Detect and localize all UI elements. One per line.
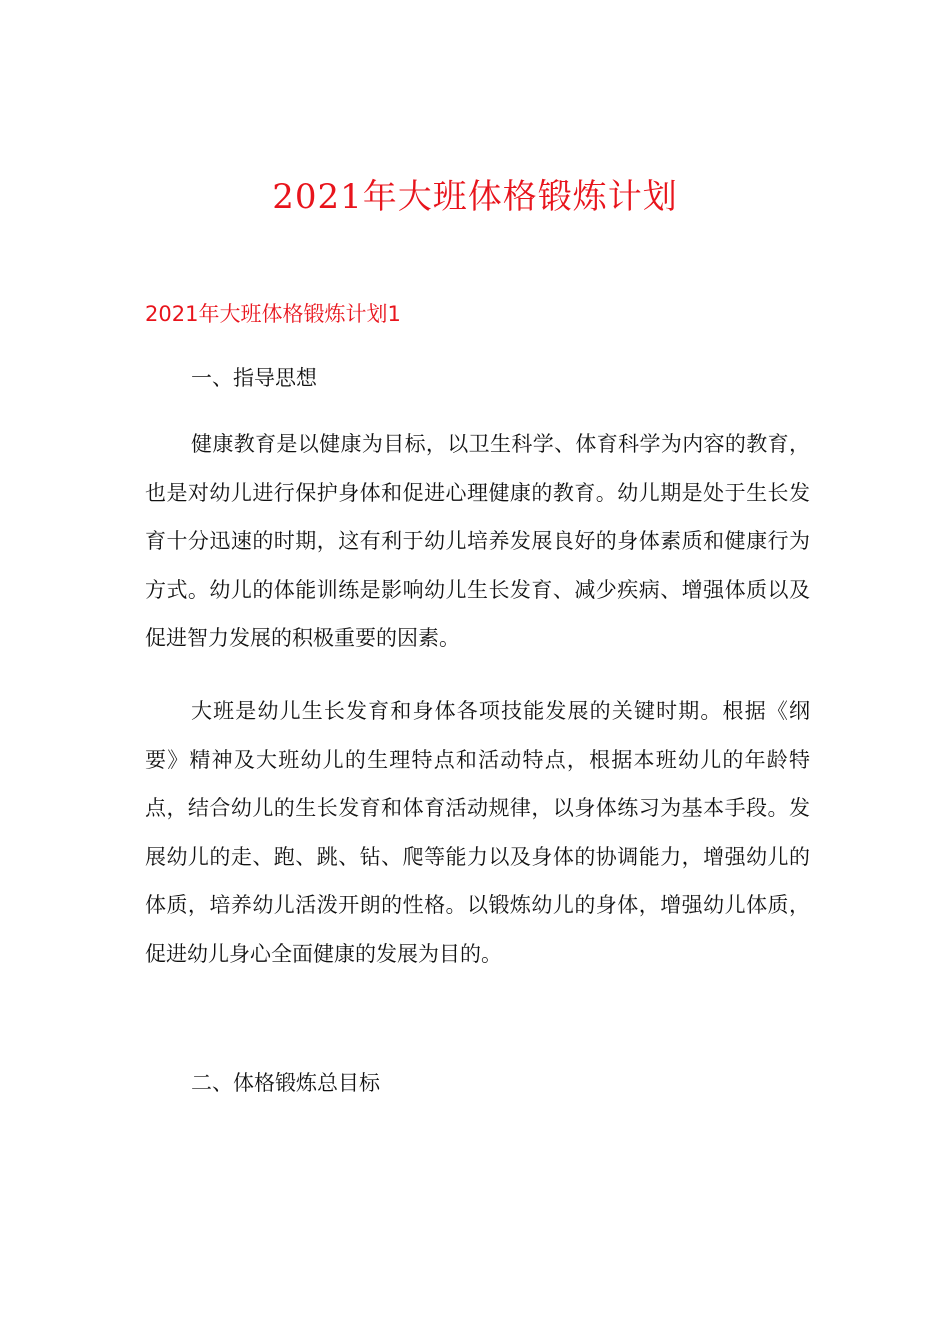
document-title: 2021年大班体格锻炼计划 bbox=[272, 177, 678, 217]
paragraph-health-education: 健康教育是以健康为目标，以卫生科学、体育科学为内容的教育，也是对幼儿进行保护身体和促进心理健康的教育。幼儿期是处于生长发育十分迅速的时期，这有利于幼儿培养发展良好的身体素质和健康行为方式。幼儿的体能训练是影响幼儿生长发育、减少疾病、增强体质以及促进智力发展的积极重要的因素。 bbox=[145, 432, 810, 651]
section-title: 2021年大班体格锻炼计划1 bbox=[145, 302, 401, 326]
heading-guiding-ideology: 一、指导思想 bbox=[191, 366, 317, 390]
paragraph-senior-class: 大班是幼儿生长发育和身体各项技能发展的关键时期。根据《纲要》精神及大班幼儿的生理特点和活动特点，根据本班幼儿的年龄特点，结合幼儿的生长发育和体育活动规律，以身体练习为基本手段。发展幼儿的走、跑、跳、钻、爬等能力以及身体的协调能力，增强幼儿的体质，培养幼儿活泼开朗的性格。以锻炼幼儿的身体，增强幼儿体质，促进幼儿身心全面健康的发展为目的。 bbox=[145, 699, 810, 966]
heading-overall-goals: 二、体格锻炼总目标 bbox=[191, 1071, 380, 1095]
